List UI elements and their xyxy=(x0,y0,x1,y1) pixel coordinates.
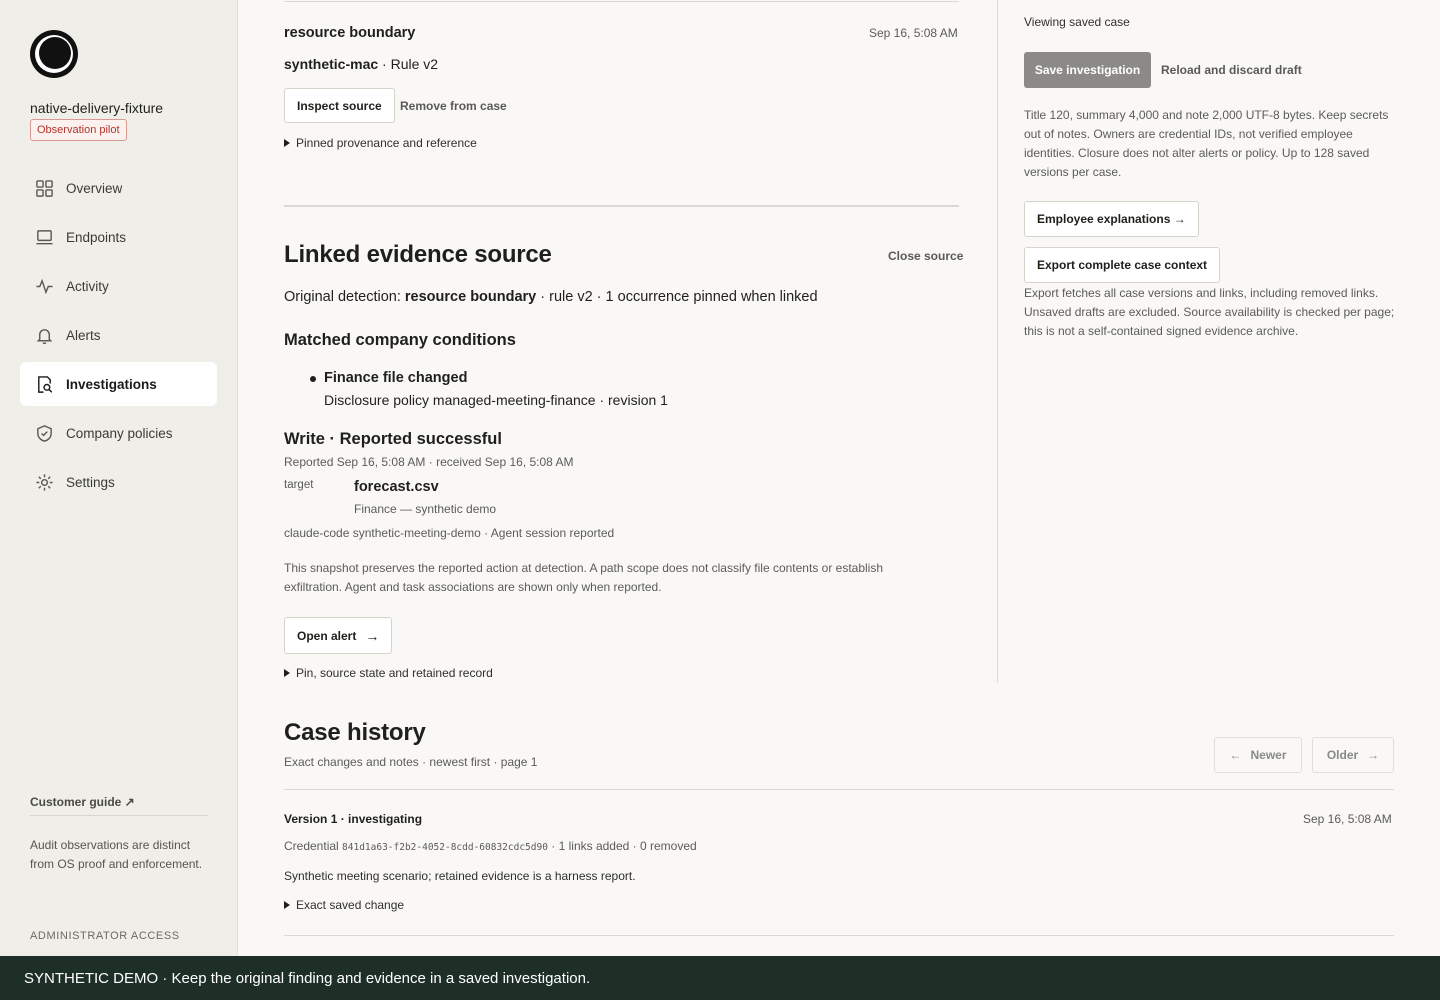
rule-version: · Rule v2 xyxy=(378,56,439,72)
employee-explanations-button[interactable]: Employee explanations → xyxy=(1024,201,1199,237)
credential-prefix: Credential xyxy=(284,839,343,853)
disclosure-triangle-icon xyxy=(284,139,290,147)
demo-banner-text: SYNTHETIC DEMO · Keep the original finding and evidence in a saved investigation. xyxy=(24,969,591,987)
pilot-badge: Observation pilot xyxy=(30,119,127,141)
limits-note: Title 120, summary 4,000 and note 2,000 UTF-8 bytes. Keep secrets out of notes. Owners are credential IDs, not verified employee identities. Closure does not alter alerts or policy. Up to 128 saved versions per case. xyxy=(1024,108,1389,179)
sidebar-item-investigations[interactable] xyxy=(20,362,217,406)
agent-session-line: claude-code synthetic-meeting-demo · Agent session reported xyxy=(284,526,615,540)
administrator-access-label: ADMINISTRATOR ACCESS xyxy=(30,930,180,942)
condition-title: Finance file changed xyxy=(324,370,468,386)
remove-from-case-button[interactable]: Remove from case xyxy=(400,99,507,113)
workspace-header xyxy=(30,98,220,141)
toggle-label: Pin, source state and retained record xyxy=(296,666,493,680)
version-note: Synthetic meeting scenario; retained evidence is a harness report. xyxy=(284,869,636,883)
sidebar-item-activity[interactable] xyxy=(20,264,217,308)
case-history-subtitle: Exact changes and notes · newest first · page 1 xyxy=(284,755,538,769)
sidebar xyxy=(0,0,238,956)
toggle-label: Exact saved change xyxy=(296,898,405,912)
evidence-title: resource boundary xyxy=(284,25,416,41)
credential-line xyxy=(284,839,697,853)
link-changes: · 1 links added · 0 removed xyxy=(547,839,697,853)
sidebar-item-endpoints[interactable] xyxy=(20,215,217,259)
detection-details: · rule v2 · 1 occurrence pinned when linked xyxy=(536,289,818,305)
save-investigation-button[interactable]: Save investigation xyxy=(1024,52,1151,88)
matched-conditions-heading: Matched company conditions xyxy=(284,331,516,349)
open-alert-button[interactable] xyxy=(284,617,392,654)
main-content xyxy=(238,0,1440,956)
sidebar-item-alerts[interactable] xyxy=(20,313,217,357)
sidebar-item-overview[interactable] xyxy=(20,166,217,210)
version-timestamp: Sep 16, 5:08 AM xyxy=(1303,812,1392,826)
sidebar-item-label: Alerts xyxy=(66,327,101,343)
newer-page-button[interactable] xyxy=(1214,737,1302,773)
sidebar-item-label: Activity xyxy=(66,278,109,294)
write-heading: Write · Reported successful xyxy=(284,430,502,448)
demo-banner xyxy=(0,956,1440,1000)
monitor-icon xyxy=(34,227,54,247)
customer-guide-link[interactable]: Customer guide ↗ xyxy=(30,795,208,816)
search-document-icon xyxy=(34,374,54,394)
snapshot-note: This snapshot preserves the reported action at detection. A path scope does not classify file contents or establish exfiltration. Agent and task associations are shown only when reported. xyxy=(284,561,884,594)
arrow-right-icon: → xyxy=(1367,748,1380,762)
activity-icon xyxy=(34,276,54,296)
export-case-context-button[interactable]: Export complete case context xyxy=(1024,247,1220,283)
inspect-source-button[interactable]: Inspect source xyxy=(284,88,395,123)
credential-id: 841d1a63-f2b2-4052-8cdd-60832cdc5d90 xyxy=(342,842,548,853)
viewing-status: Viewing saved case xyxy=(1024,15,1130,29)
detection-name: resource boundary xyxy=(404,289,537,305)
sidebar-item-settings[interactable] xyxy=(20,460,217,504)
arrow-right-icon: → xyxy=(365,627,380,644)
version-title: Version 1 · investigating xyxy=(284,812,423,826)
older-page-button[interactable] xyxy=(1312,737,1394,773)
sidebar-nav xyxy=(20,166,217,509)
target-file: forecast.csv xyxy=(354,479,439,495)
sidebar-item-label: Investigations xyxy=(66,376,157,392)
disclosure-triangle-icon xyxy=(284,669,290,677)
older-label: Older xyxy=(1326,748,1359,762)
evidence-host-line xyxy=(284,56,438,72)
reported-line: Reported Sep 16, 5:08 AM · received Sep 16, 5:08 AM xyxy=(284,455,574,469)
pin-state-toggle[interactable] xyxy=(284,666,493,680)
workspace-name: native-delivery-fixture xyxy=(30,100,164,116)
grid-icon xyxy=(34,178,54,198)
sidebar-item-label: Company policies xyxy=(66,425,173,441)
logo-icon[interactable] xyxy=(30,30,78,78)
sidebar-item-label: Settings xyxy=(66,474,115,490)
case-history-heading: Case history xyxy=(284,719,426,746)
exact-change-toggle[interactable] xyxy=(284,898,404,912)
condition-detail: Disclosure policy managed-meeting-finance · revision 1 xyxy=(324,392,668,408)
toggle-label: Pinned provenance and reference xyxy=(296,136,477,150)
original-detection-prefix: Original detection: xyxy=(284,289,405,305)
sidebar-item-company-policies[interactable] xyxy=(20,411,217,455)
linked-evidence-heading: Linked evidence source xyxy=(284,241,552,268)
bell-icon xyxy=(34,325,54,345)
shield-check-icon xyxy=(34,423,54,443)
sidebar-item-label: Overview xyxy=(66,180,123,196)
panel-divider xyxy=(997,0,998,683)
host-name: synthetic-mac xyxy=(284,56,379,72)
divider xyxy=(284,789,1394,790)
original-detection-line xyxy=(284,289,818,305)
target-description: Finance — synthetic demo xyxy=(354,502,497,516)
newer-label: Newer xyxy=(1250,748,1287,762)
close-source-button[interactable]: Close source xyxy=(888,249,964,263)
section-divider xyxy=(284,205,959,207)
pinned-provenance-toggle[interactable] xyxy=(284,136,477,150)
sidebar-item-label: Endpoints xyxy=(66,229,127,245)
arrow-left-icon: ← xyxy=(1229,748,1242,762)
gear-icon xyxy=(34,472,54,492)
divider xyxy=(284,1,959,2)
reload-discard-button[interactable]: Reload and discard draft xyxy=(1161,63,1302,77)
export-note: Export fetches all case versions and links, including removed links. Unsaved drafts are excluded. Source availability is checked per page; this is not a self-contained signed evidence archive. xyxy=(1024,286,1395,338)
audit-note: Audit observations are distinct from OS proof and enforcement. xyxy=(30,838,203,871)
open-alert-label: Open alert xyxy=(297,628,357,643)
disclosure-triangle-icon xyxy=(284,901,290,909)
bullet xyxy=(310,376,316,382)
evidence-timestamp: Sep 16, 5:08 AM xyxy=(869,26,958,40)
divider xyxy=(284,935,1394,936)
target-label: target xyxy=(284,479,314,491)
